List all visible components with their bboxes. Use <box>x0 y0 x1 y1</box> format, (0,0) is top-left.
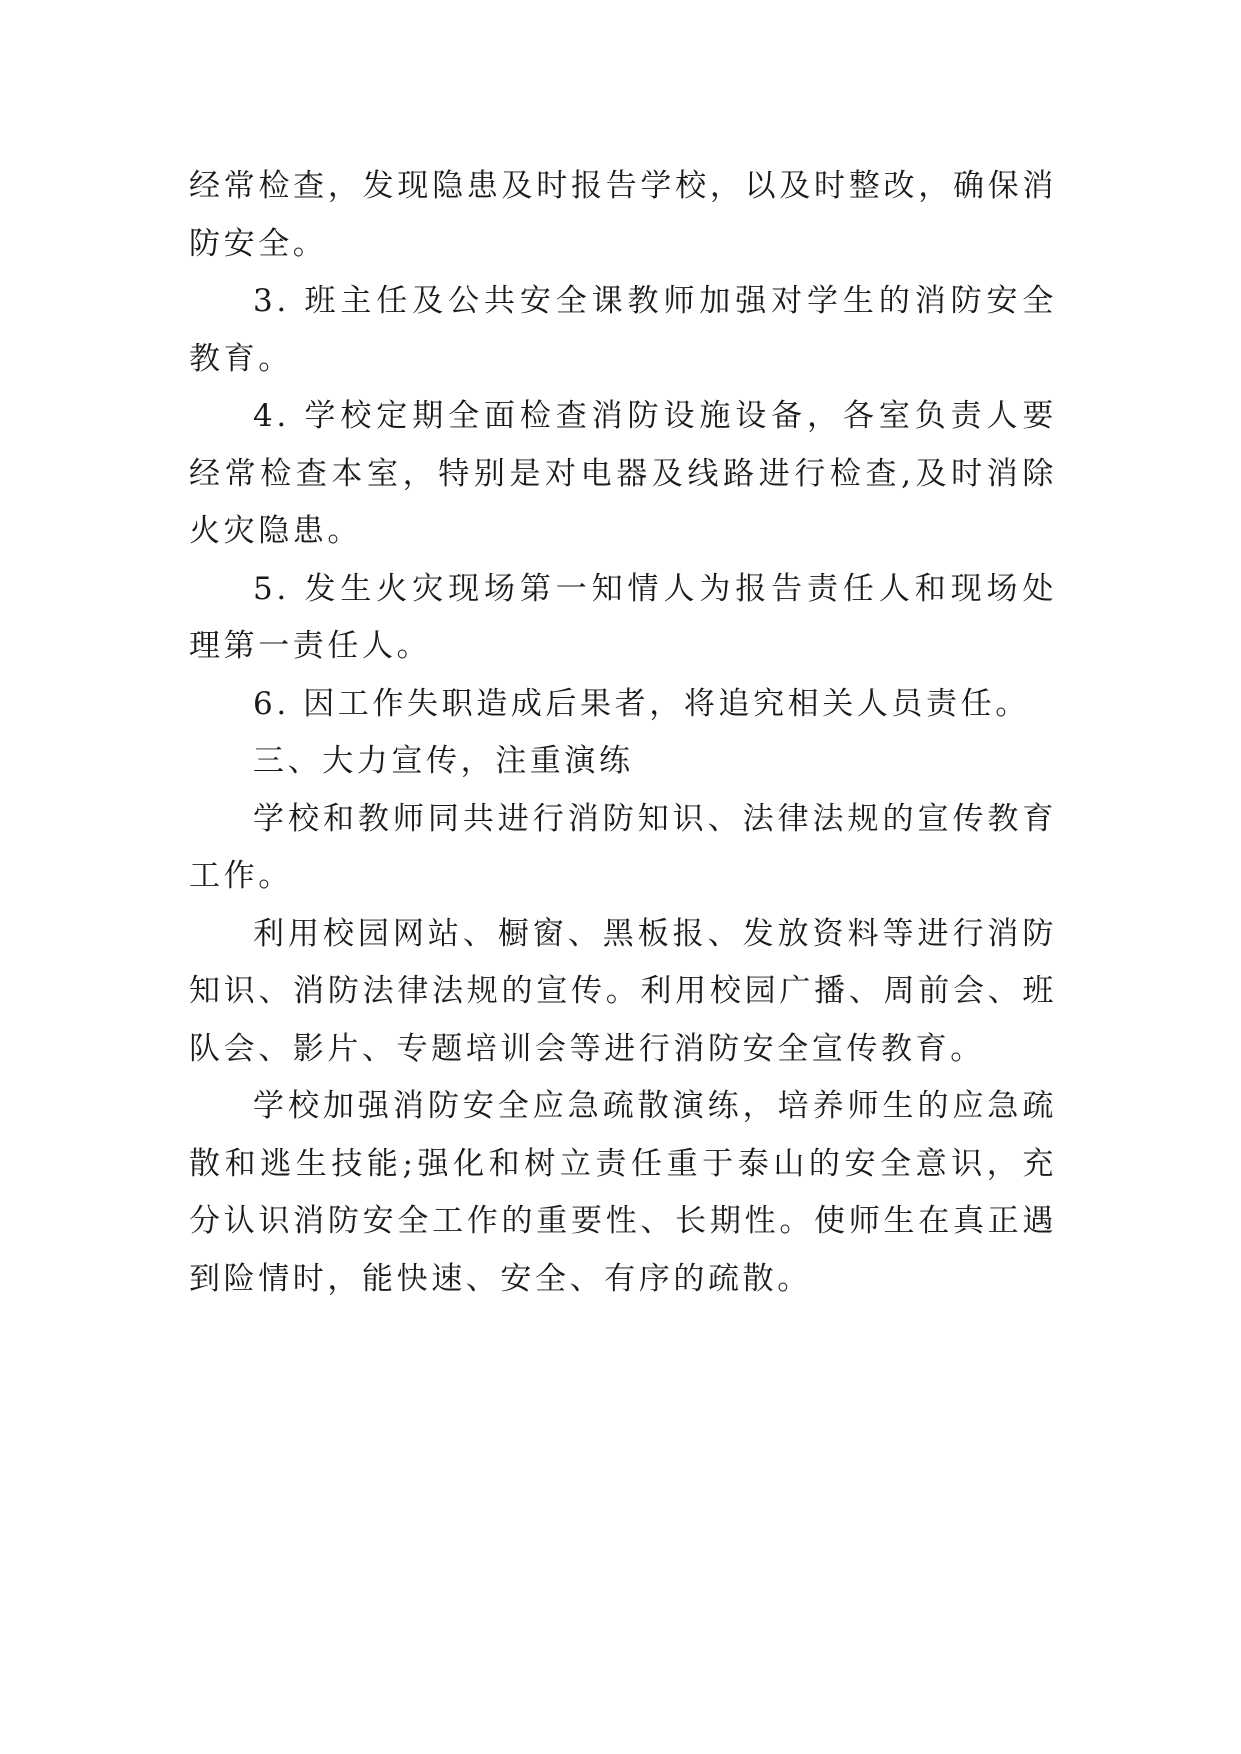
section-heading-3: 三、大力宣传，注重演练 <box>253 743 634 779</box>
paragraph-item-5: 5. 发生火灾现场第一知情人为报告责任人和现场处理第一责任人。 <box>189 570 1057 664</box>
paragraph-item-4: 4. 学校定期全面检查消防设施设备，各室负责人要经常检查本室，特别是对电器及线路进行检查,及时消除火灾隐患。 <box>189 398 1057 549</box>
paragraph-publicity-intro: 学校和教师同共进行消防知识、法律法规的宣传教育工作。 <box>189 800 1057 894</box>
paragraph-publicity-channels: 利用校园网站、橱窗、黑板报、发放资料等进行消防知识、消防法律法规的宣传。利用校园广播、周前会、班队会、影片、专题培训会等进行消防安全宣传教育。 <box>189 915 1057 1067</box>
paragraph-item-3: 3. 班主任及公共安全课教师加强对学生的消防安全教育。 <box>189 283 1057 377</box>
document-body <box>189 158 1057 1308</box>
paragraph-evacuation-drill: 学校加强消防安全应急疏散演练，培养师生的应急疏散和逃生技能;强化和树立责任重于泰山的安全意识，充分认识消防安全工作的重要性、长期性。使师生在真正遇到险情时，能快速、安全、有序的疏散。 <box>189 1088 1057 1297</box>
paragraph-continuation: 经常检查，发现隐患及时报告学校，以及时整改，确保消防安全。 <box>189 168 1057 262</box>
paragraph-item-6: 6. 因工作失职造成后果者，将追究相关人员责任。 <box>253 685 1030 722</box>
